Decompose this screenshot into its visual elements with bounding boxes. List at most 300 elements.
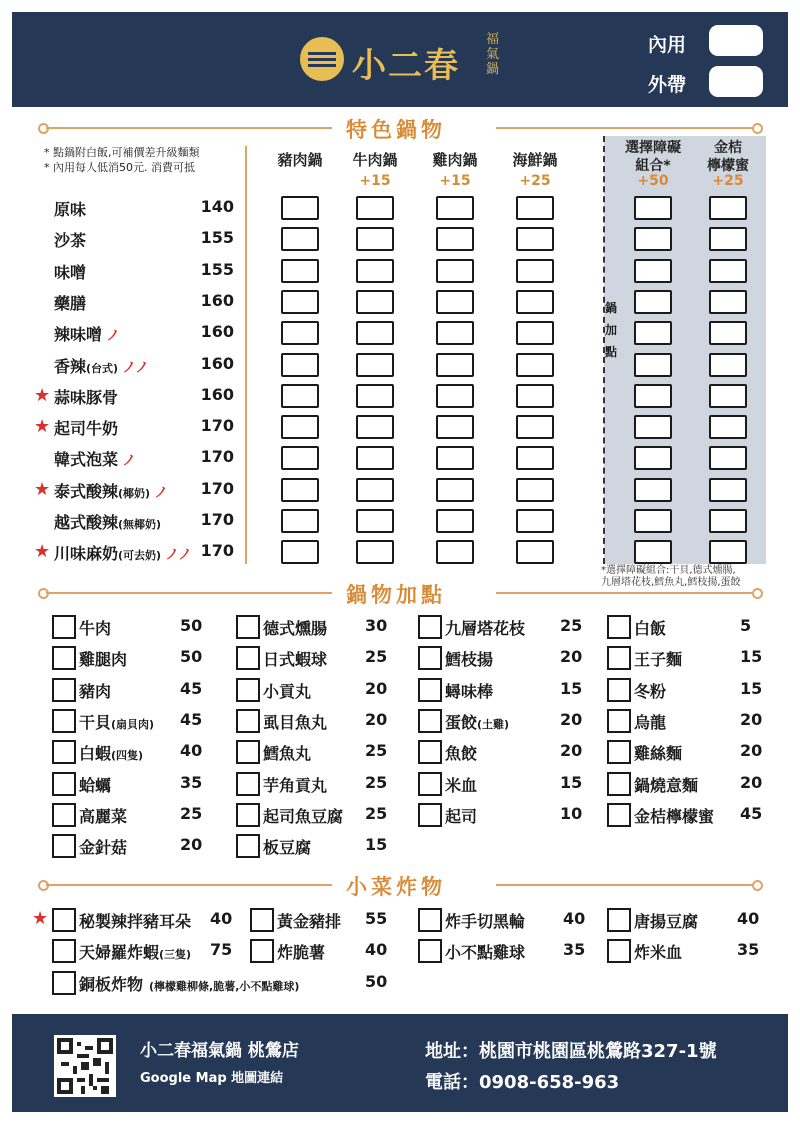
addon-item-name: 高麗菜 — [79, 806, 128, 826]
pot-column-price: +15 — [439, 173, 471, 189]
item-checkbox[interactable] — [52, 772, 76, 796]
flavor-note: (台式) — [86, 361, 119, 375]
pot-checkbox[interactable] — [356, 415, 394, 439]
pot-checkbox[interactable] — [281, 353, 319, 377]
addon-item-price: 25 — [560, 616, 583, 635]
flavor-name — [54, 385, 118, 408]
pot-checkbox[interactable] — [281, 540, 319, 564]
pot-checkbox[interactable] — [356, 446, 394, 470]
addon-column-header: 選擇障礙 — [625, 140, 681, 156]
addon-item-name: 蛋餃 — [445, 712, 478, 732]
pot-checkbox[interactable] — [516, 384, 554, 408]
pot-column-price: +25 — [519, 173, 551, 189]
hotpot-note: * 內用每人低消50元. 消費可抵 — [44, 161, 195, 174]
flavor-name — [54, 322, 120, 345]
pot-checkbox[interactable] — [436, 478, 474, 502]
flavor-label: 原味 — [54, 200, 87, 219]
addon-item-name: 鍋燒意麵 — [634, 775, 699, 795]
addon-item-name: 虱目魚丸 — [263, 712, 328, 732]
item-checkbox[interactable] — [52, 615, 76, 639]
addon-item-note: (土雞) — [477, 717, 510, 731]
addon-item-price: 20 — [560, 741, 583, 761]
pot-checkbox[interactable] — [356, 540, 394, 564]
addon-item-name: 米血 — [445, 775, 478, 795]
side-item — [79, 909, 191, 932]
item-checkbox[interactable] — [52, 740, 76, 764]
pot-checkbox[interactable] — [436, 353, 474, 377]
pot-checkbox[interactable] — [436, 259, 474, 283]
item-checkbox[interactable] — [250, 939, 274, 963]
addon-checkbox[interactable] — [709, 509, 747, 533]
item-checkbox[interactable] — [236, 803, 260, 827]
addon-item-price: 25 — [180, 803, 203, 823]
addon-checkbox[interactable] — [709, 321, 747, 345]
item-checkbox[interactable] — [607, 772, 631, 796]
pot-checkbox[interactable] — [516, 415, 554, 439]
flavor-label: 味噌 — [54, 262, 87, 282]
brand-name: 小二春 — [352, 46, 460, 86]
flavor-label: 香辣 — [54, 356, 87, 376]
flavor-price: 170 — [200, 510, 234, 529]
addon-item — [634, 804, 714, 827]
side-item-price: 35 — [737, 940, 760, 960]
addon-item-price: 25 — [365, 803, 388, 823]
side-item — [445, 909, 525, 932]
flavor-price: 170 — [200, 447, 234, 467]
item-checkbox[interactable] — [52, 678, 76, 702]
item-checkbox[interactable] — [418, 615, 442, 639]
star-icon: ★ — [34, 541, 51, 563]
pot-checkbox[interactable] — [356, 227, 394, 251]
side-item-name: 唐揚豆腐 — [634, 912, 699, 931]
flavor-name — [54, 541, 192, 564]
item-checkbox[interactable] — [607, 615, 631, 639]
pot-checkbox[interactable] — [436, 321, 474, 345]
item-checkbox[interactable] — [418, 772, 442, 796]
flavor-name — [54, 291, 86, 314]
qr-code-icon[interactable] — [54, 1035, 116, 1097]
flavor-name — [54, 479, 168, 502]
map-link[interactable]: Google Map 地圖連結 — [140, 1071, 284, 1086]
item-checkbox[interactable] — [418, 939, 442, 963]
pot-checkbox[interactable] — [356, 353, 394, 377]
pot-checkbox[interactable] — [436, 509, 474, 533]
flavor-label: 起司牛奶 — [54, 419, 119, 439]
addon-item-price: 20 — [180, 835, 203, 855]
divider-line — [496, 592, 752, 594]
flavor-note: (可去奶) — [118, 549, 162, 563]
store-address: 地址：桃園市桃園區桃鶯路327-1號 — [425, 1041, 717, 1062]
addon-item-price: 25 — [365, 647, 388, 667]
addon-item-price: 15 — [740, 647, 763, 667]
addon-checkbox[interactable] — [634, 478, 672, 502]
chili-pepper-icon: ノ — [106, 328, 121, 345]
flavor-price: 170 — [200, 478, 234, 498]
addon-checkbox[interactable] — [634, 321, 672, 345]
addon-column-header: 組合* — [635, 158, 671, 174]
side-item-name: 天婦羅炸蝦 — [79, 943, 160, 963]
addon-item-price: 45 — [180, 709, 203, 729]
item-checkbox[interactable] — [52, 939, 76, 963]
addon-item-name: 起司 — [445, 806, 478, 826]
side-item-price: 75 — [210, 940, 233, 960]
pot-checkbox[interactable] — [436, 227, 474, 251]
footer-bar — [12, 1014, 788, 1112]
item-checkbox[interactable] — [236, 709, 260, 733]
side-item — [634, 940, 682, 963]
addon-checkbox[interactable] — [709, 290, 747, 314]
side-item-name: 炸米血 — [634, 943, 683, 963]
flavor-label: 沙茶 — [54, 231, 87, 251]
pot-checkbox[interactable] — [356, 384, 394, 408]
brand-subtitle: 福氣鍋 — [486, 32, 500, 77]
addon-item — [445, 710, 509, 733]
side-item-price: 55 — [365, 909, 388, 928]
item-checkbox[interactable] — [52, 709, 76, 733]
addon-checkbox[interactable] — [709, 227, 747, 251]
addon-item — [634, 773, 698, 796]
addon-item-name: 金針菇 — [79, 838, 128, 858]
addon-item-name: 板豆腐 — [263, 838, 312, 858]
pot-checkbox[interactable] — [356, 478, 394, 502]
divider-line — [496, 884, 752, 886]
addon-item-name: 烏龍 — [634, 712, 667, 732]
addon-item — [445, 741, 477, 764]
side-item-name: 小不點雞球 — [445, 943, 526, 963]
pot-column-header: 雞肉鍋 — [432, 151, 478, 169]
addon-column-price: +25 — [712, 173, 744, 189]
item-checkbox[interactable] — [418, 646, 442, 670]
flavor-label: 藥膳 — [54, 293, 87, 313]
pot-checkbox[interactable] — [281, 384, 319, 408]
addon-item — [79, 835, 127, 858]
takeout-field[interactable] — [709, 66, 763, 97]
side-item — [277, 940, 325, 963]
pot-column-header: 豬肉鍋 — [277, 151, 323, 169]
pot-checkbox[interactable] — [281, 415, 319, 439]
side-item-note: (三隻) — [159, 948, 192, 962]
addon-checkbox[interactable] — [709, 540, 747, 564]
addon-item — [79, 679, 111, 702]
addon-column-price: +50 — [637, 173, 669, 189]
pot-checkbox[interactable] — [281, 446, 319, 470]
addon-item-name: 金桔檸檬蜜 — [634, 806, 715, 826]
addon-checkbox[interactable] — [634, 509, 672, 533]
pot-checkbox[interactable] — [516, 321, 554, 345]
addon-item — [79, 710, 154, 733]
addon-checkbox[interactable] — [709, 353, 747, 377]
side-item-note: (檸檬雞柳條,脆薯,小不點雞球) — [149, 980, 300, 993]
addon-item-price: 40 — [180, 741, 203, 761]
addon-checkbox[interactable] — [634, 415, 672, 439]
flavor-name — [54, 510, 161, 533]
item-checkbox[interactable] — [418, 740, 442, 764]
addon-checkbox[interactable] — [634, 196, 672, 220]
pot-checkbox[interactable] — [516, 509, 554, 533]
addon-item-name: 白飯 — [634, 619, 667, 638]
side-item — [79, 940, 191, 963]
item-checkbox[interactable] — [607, 646, 631, 670]
item-checkbox[interactable] — [607, 740, 631, 764]
addon-item-name: 冬粉 — [634, 681, 667, 701]
addon-item — [634, 741, 682, 764]
chili-pepper-icon: ノノ — [122, 359, 149, 376]
flavor-note: (無椰奶) — [118, 518, 162, 531]
side-item — [445, 940, 525, 963]
addon-item-name: 小貢丸 — [263, 681, 312, 701]
pot-checkbox[interactable] — [356, 509, 394, 533]
addon-item-name: 鱈魚丸 — [263, 744, 312, 764]
pot-column-header: 海鮮鍋 — [512, 151, 558, 169]
item-checkbox[interactable] — [236, 615, 260, 639]
side-item-name: 秘製辣拌豬耳朵 — [79, 912, 192, 931]
divider-dot — [752, 880, 763, 891]
addon-checkbox[interactable] — [709, 446, 747, 470]
pot-checkbox[interactable] — [356, 196, 394, 220]
addon-item-name: 蟳味棒 — [445, 681, 494, 701]
divider-line — [496, 127, 752, 129]
addon-item-price: 50 — [180, 616, 203, 635]
chili-pepper-icon: ノ — [122, 453, 137, 470]
addon-item-price: 15 — [560, 678, 583, 698]
addon-checkbox[interactable] — [709, 415, 747, 439]
item-checkbox[interactable] — [236, 646, 260, 670]
addon-checkbox[interactable] — [709, 259, 747, 283]
addon-column-header: 檸檬蜜 — [707, 158, 749, 174]
addon-item-price: 30 — [365, 616, 388, 635]
addon-item-name: 王子麵 — [634, 650, 683, 670]
addons-section-title: 鍋物加點 — [346, 583, 446, 607]
addon-item-price: 25 — [365, 741, 388, 761]
side-item-name: 炸手切黑輪 — [445, 912, 526, 931]
addon-item — [445, 616, 525, 639]
item-checkbox[interactable] — [607, 908, 631, 932]
column-divider — [245, 146, 247, 564]
addon-item — [79, 804, 127, 827]
addon-item-name: 牛肉 — [79, 619, 112, 638]
addon-item-price: 20 — [740, 772, 763, 792]
addon-item — [634, 616, 666, 639]
addon-item — [263, 773, 327, 796]
side-item-price: 40 — [365, 940, 388, 960]
flavor-name — [54, 354, 149, 377]
addon-item — [445, 804, 477, 827]
pot-checkbox[interactable] — [516, 290, 554, 314]
pot-checkbox[interactable] — [436, 540, 474, 564]
flavor-price: 170 — [200, 541, 234, 561]
flavor-label: 韓式泡菜 — [54, 450, 119, 470]
star-icon: ★ — [34, 478, 51, 500]
pot-checkbox[interactable] — [281, 321, 319, 345]
sides-section-title: 小菜炸物 — [346, 875, 446, 899]
addon-checkbox[interactable] — [709, 196, 747, 220]
addon-checkbox[interactable] — [634, 353, 672, 377]
addon-checkbox[interactable] — [634, 446, 672, 470]
addon-item-price: 15 — [560, 772, 583, 792]
flavor-name — [54, 228, 86, 251]
side-item-name: 銅板炸物 — [79, 975, 144, 994]
flavor-label: 越式酸辣 — [54, 513, 119, 532]
item-checkbox[interactable] — [418, 803, 442, 827]
addon-item — [263, 710, 327, 733]
side-item — [634, 909, 698, 932]
item-checkbox[interactable] — [236, 740, 260, 764]
pot-checkbox[interactable] — [516, 446, 554, 470]
flavor-note: (椰奶) — [118, 486, 151, 500]
addon-item — [263, 616, 327, 639]
item-checkbox[interactable] — [607, 803, 631, 827]
divider-dot — [752, 123, 763, 134]
addon-item — [634, 679, 666, 702]
addon-item — [79, 773, 111, 796]
pot-checkbox[interactable] — [516, 353, 554, 377]
item-checkbox[interactable] — [52, 803, 76, 827]
item-checkbox[interactable] — [52, 646, 76, 670]
addon-item-name: 雞腿肉 — [79, 650, 128, 670]
pot-checkbox[interactable] — [281, 227, 319, 251]
addon-item-price: 45 — [180, 678, 203, 698]
addon-item — [445, 679, 493, 702]
pot-checkbox[interactable] — [516, 227, 554, 251]
pot-column-price: +15 — [359, 173, 391, 189]
addon-footnote — [601, 565, 741, 589]
flavor-label: 泰式酸辣 — [54, 481, 119, 501]
store-phone: 電話：0908-658-963 — [425, 1072, 620, 1093]
addon-checkbox[interactable] — [709, 478, 747, 502]
addon-checkbox[interactable] — [634, 290, 672, 314]
pot-checkbox[interactable] — [281, 196, 319, 220]
flavor-name — [54, 416, 118, 439]
addon-column-header: 金桔 — [714, 140, 742, 156]
addon-item — [263, 647, 327, 670]
chili-pepper-icon: ノ — [154, 484, 169, 501]
flavor-label: 川味麻奶 — [54, 544, 119, 564]
brand-logo-icon — [300, 37, 344, 81]
item-checkbox[interactable] — [607, 939, 631, 963]
pot-checkbox[interactable] — [281, 259, 319, 283]
item-checkbox[interactable] — [418, 908, 442, 932]
flavor-name — [54, 197, 86, 220]
addon-checkbox[interactable] — [709, 384, 747, 408]
pot-checkbox[interactable] — [356, 259, 394, 283]
addon-checkbox[interactable] — [634, 227, 672, 251]
addon-item — [263, 804, 343, 827]
addon-item-name: 豬肉 — [79, 681, 112, 701]
pot-checkbox[interactable] — [281, 509, 319, 533]
pot-checkbox[interactable] — [436, 290, 474, 314]
hotpot-section-title: 特色鍋物 — [346, 118, 446, 142]
pot-checkbox[interactable] — [436, 446, 474, 470]
item-checkbox[interactable] — [52, 834, 76, 858]
addon-item-price: 20 — [365, 678, 388, 698]
addon-item-name: 干貝 — [79, 712, 112, 732]
addon-item — [263, 741, 311, 764]
addon-item-price: 20 — [740, 741, 763, 761]
addon-item-price: 35 — [180, 772, 203, 792]
side-item-name: 黃金豬排 — [277, 912, 342, 931]
pot-checkbox[interactable] — [356, 290, 394, 314]
addon-item-name: 日式蝦球 — [263, 650, 328, 670]
addon-item-price: 25 — [365, 772, 388, 792]
item-checkbox[interactable] — [418, 709, 442, 733]
flavor-price: 160 — [200, 290, 234, 310]
divider-line — [46, 592, 332, 594]
divider-dot — [752, 588, 763, 599]
flavor-label: 辣味噌 — [54, 325, 103, 345]
addon-item-price: 20 — [365, 709, 388, 729]
item-checkbox[interactable] — [52, 971, 76, 995]
addon-item-price: 45 — [740, 803, 763, 823]
addon-item-price: 20 — [560, 647, 583, 667]
item-checkbox[interactable] — [236, 772, 260, 796]
addon-side-label: 鍋加點 — [605, 301, 618, 359]
addon-item-name: 魚餃 — [445, 744, 478, 764]
flavor-price: 155 — [200, 259, 234, 279]
pot-checkbox[interactable] — [356, 321, 394, 345]
addon-checkbox[interactable] — [634, 540, 672, 564]
item-checkbox[interactable] — [236, 678, 260, 702]
item-checkbox[interactable] — [250, 908, 274, 932]
item-checkbox[interactable] — [236, 834, 260, 858]
addon-footnote-line: *選擇障礙組合:干貝,德式燻腸, — [601, 565, 736, 576]
takeout-label: 外帶 — [648, 74, 687, 96]
pot-checkbox[interactable] — [516, 478, 554, 502]
flavor-label: 蒜味豚骨 — [54, 387, 119, 407]
addon-item — [445, 647, 493, 670]
item-checkbox[interactable] — [52, 908, 76, 932]
flavor-price: 140 — [200, 197, 234, 216]
dine-in-label: 內用 — [648, 34, 687, 56]
pot-checkbox[interactable] — [281, 290, 319, 314]
pot-checkbox[interactable] — [436, 415, 474, 439]
pot-column-header: 牛肉鍋 — [352, 151, 398, 169]
addon-item — [634, 647, 682, 670]
flavor-name — [54, 447, 136, 470]
addon-checkbox[interactable] — [634, 384, 672, 408]
pot-checkbox[interactable] — [516, 259, 554, 283]
item-checkbox[interactable] — [418, 678, 442, 702]
side-item — [277, 909, 341, 932]
pot-checkbox[interactable] — [516, 196, 554, 220]
side-item-price: 40 — [563, 909, 586, 928]
addon-item-name: 白蝦 — [79, 744, 112, 764]
addon-item — [634, 710, 666, 733]
flavor-name — [54, 260, 86, 283]
star-icon: ★ — [34, 416, 51, 438]
flavor-price: 160 — [200, 353, 234, 373]
addon-item-name: 蛤蠣 — [79, 775, 112, 795]
addon-item-name: 德式燻腸 — [263, 619, 328, 638]
addon-item-note: (扇貝肉) — [111, 717, 155, 731]
pot-checkbox[interactable] — [436, 384, 474, 408]
addon-item-price: 5 — [740, 616, 752, 635]
side-item-name: 炸脆薯 — [277, 943, 326, 963]
addon-checkbox[interactable] — [634, 259, 672, 283]
pot-checkbox[interactable] — [281, 478, 319, 502]
addon-item-price: 15 — [740, 678, 763, 698]
side-item-price: 35 — [563, 940, 586, 960]
item-checkbox[interactable] — [607, 709, 631, 733]
addon-item — [263, 679, 311, 702]
pot-checkbox[interactable] — [516, 540, 554, 564]
dine-in-field[interactable] — [709, 25, 763, 56]
addon-item-name: 起司魚豆腐 — [263, 806, 344, 826]
addon-item-price: 20 — [740, 709, 763, 729]
side-item-price: 40 — [210, 909, 233, 928]
item-checkbox[interactable] — [607, 678, 631, 702]
addon-item — [263, 835, 311, 858]
pot-checkbox[interactable] — [436, 196, 474, 220]
